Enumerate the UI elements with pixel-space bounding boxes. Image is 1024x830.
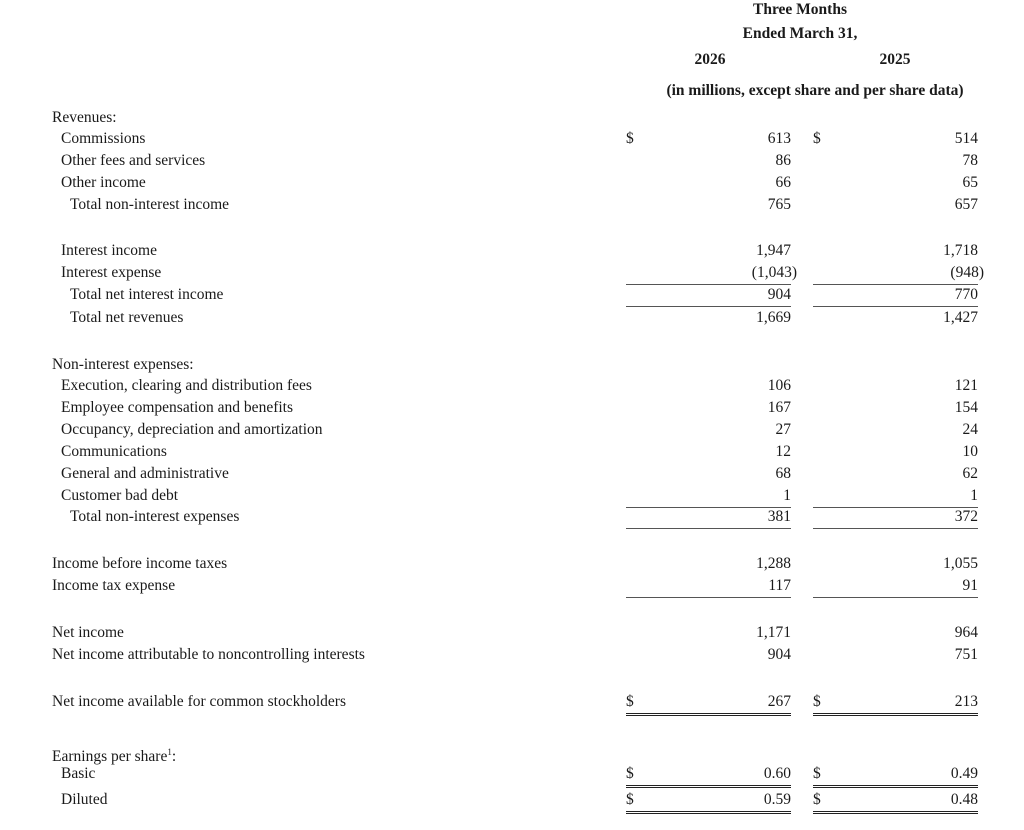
value-2026 — [626, 485, 791, 508]
cell-value: 1,055 — [943, 555, 978, 572]
currency-symbol: $ — [813, 765, 821, 782]
value-2026 — [626, 763, 791, 788]
cell-value: 106 — [767, 377, 791, 394]
value-2025 — [813, 691, 978, 716]
value-2026 — [626, 741, 791, 763]
value-2026 — [626, 375, 791, 397]
cell-value: 66 — [775, 174, 791, 191]
value-2025 — [813, 789, 978, 814]
value-2025 — [813, 284, 978, 307]
cell-value: 91 — [962, 577, 978, 594]
cell-value: 381 — [767, 508, 791, 525]
row-label: General and administrative — [61, 465, 229, 482]
value-2025 — [813, 485, 978, 508]
cell-value: 10 — [962, 443, 978, 460]
value-2025 — [813, 150, 978, 172]
cell-value: (1,043) — [751, 264, 797, 281]
footnote-marker: 1 — [167, 747, 172, 757]
value-2026 — [626, 284, 791, 307]
table-row — [0, 419, 1024, 441]
row-label: Basic — [61, 765, 96, 782]
row-label: Interest expense — [61, 264, 162, 281]
value-2025 — [813, 128, 978, 150]
value-2026 — [626, 397, 791, 419]
value-2026 — [626, 691, 791, 716]
table-row — [0, 375, 1024, 397]
table-row — [0, 194, 1024, 216]
cell-value: 770 — [954, 286, 978, 303]
currency-symbol: $ — [626, 765, 634, 782]
table-row — [0, 128, 1024, 150]
table-row — [0, 763, 1024, 785]
value-2025 — [813, 240, 978, 262]
value-2026 — [626, 419, 791, 441]
value-2026 — [626, 463, 791, 485]
row-label: Other fees and services — [61, 152, 206, 169]
table-row — [0, 307, 1024, 329]
row-label: Net income available for common stockholders — [52, 693, 346, 710]
table-row — [0, 553, 1024, 575]
cell-value: 213 — [954, 693, 978, 710]
cell-value: 267 — [767, 693, 791, 710]
value-2026 — [626, 644, 791, 666]
cell-value: 0.60 — [763, 765, 791, 782]
value-2025 — [813, 441, 978, 463]
value-2026 — [626, 240, 791, 262]
value-2025 — [813, 172, 978, 194]
table-row — [0, 463, 1024, 485]
value-2026 — [626, 307, 791, 329]
table-row — [0, 441, 1024, 463]
table-row — [0, 240, 1024, 262]
cell-value: 1,288 — [756, 555, 791, 572]
row-label: Total non-interest expenses — [70, 508, 240, 525]
row-label: Customer bad debt — [61, 487, 179, 504]
cell-value: 24 — [962, 421, 978, 438]
table-row — [0, 691, 1024, 713]
row-label: Communications — [61, 443, 167, 460]
cell-value: 86 — [775, 152, 791, 169]
cell-value: 904 — [767, 286, 791, 303]
value-2026 — [626, 194, 791, 216]
row-label: Diluted — [61, 791, 108, 808]
cell-value: 65 — [962, 174, 978, 191]
table-row — [0, 284, 1024, 306]
value-2026 — [626, 262, 797, 285]
currency-symbol: $ — [626, 791, 634, 808]
cell-value: 964 — [954, 624, 978, 641]
cell-value: 121 — [954, 377, 978, 394]
currency-symbol: $ — [813, 791, 821, 808]
table-row — [0, 789, 1024, 811]
cell-value: 1,947 — [756, 242, 791, 259]
cell-value: 27 — [775, 421, 791, 438]
header-year-2025: 2025 — [879, 51, 911, 68]
table-row — [0, 150, 1024, 172]
row-label: Income before income taxes — [52, 555, 228, 572]
cell-value: 1,427 — [943, 309, 978, 326]
value-2026 — [626, 150, 791, 172]
cell-value: 1,171 — [756, 624, 791, 641]
row-label: Occupancy, depreciation and amortization — [61, 421, 323, 438]
cell-value: 1 — [783, 487, 791, 504]
header-units: (in millions, except share and per share data) — [666, 82, 964, 99]
value-2025 — [813, 575, 978, 598]
table-row — [0, 262, 1024, 284]
cell-value: 167 — [767, 399, 791, 416]
table-row — [0, 575, 1024, 597]
value-2025 — [813, 107, 978, 129]
value-2025 — [813, 307, 978, 329]
cell-value: 613 — [767, 130, 791, 147]
row-label: Net income — [52, 624, 124, 641]
cell-value: 751 — [954, 646, 978, 663]
value-2025 — [813, 419, 978, 441]
row-label: Interest income — [61, 242, 157, 259]
table-row — [0, 485, 1024, 507]
header-period-line2: Ended March 31, — [742, 25, 858, 42]
row-label: Income tax expense — [52, 577, 176, 594]
row-label: Total non-interest income — [70, 196, 230, 213]
cell-value: 62 — [962, 465, 978, 482]
row-label: Total net revenues — [70, 309, 184, 326]
value-2025 — [813, 644, 978, 666]
currency-symbol: $ — [626, 693, 634, 710]
row-label: Net income attributable to noncontrolling interests — [52, 646, 365, 663]
cell-value: 68 — [775, 465, 791, 482]
row-label: Non-interest expenses: — [52, 356, 194, 373]
value-2026 — [626, 354, 791, 376]
value-2026 — [626, 441, 791, 463]
value-2026 — [626, 575, 791, 598]
value-2025 — [813, 397, 978, 419]
row-label: Other income — [61, 174, 146, 191]
value-2026 — [626, 107, 791, 129]
row-label: Commissions — [61, 130, 146, 147]
table-row — [0, 172, 1024, 194]
value-2025 — [813, 262, 984, 285]
row-label: Total net interest income — [70, 286, 224, 303]
value-2025 — [813, 506, 978, 529]
table-row — [0, 741, 1024, 766]
cell-value: 117 — [768, 577, 791, 594]
table-row — [0, 397, 1024, 419]
value-2026 — [626, 506, 791, 529]
cell-value: (948) — [950, 264, 984, 281]
table-row — [0, 107, 1024, 129]
table-row — [0, 622, 1024, 644]
cell-value: 514 — [954, 130, 978, 147]
cell-value: 0.48 — [950, 791, 978, 808]
table-row — [0, 354, 1024, 376]
value-2025 — [813, 622, 978, 644]
row-label: Earnings per share$^1$: — [52, 747, 177, 766]
currency-symbol: $ — [813, 130, 821, 147]
value-2025 — [813, 741, 978, 763]
value-2025 — [813, 553, 978, 575]
cell-value: 154 — [954, 399, 978, 416]
cell-value: 904 — [767, 646, 791, 663]
cell-value: 657 — [954, 196, 978, 213]
row-label: Employee compensation and benefits — [61, 399, 294, 416]
currency-symbol: $ — [813, 693, 821, 710]
value-2025 — [813, 194, 978, 216]
cell-value: 372 — [954, 508, 978, 525]
row-label: Revenues: — [52, 109, 117, 126]
value-2026 — [626, 553, 791, 575]
value-2026 — [626, 128, 791, 150]
value-2026 — [626, 789, 791, 814]
value-2025 — [813, 463, 978, 485]
value-2025 — [813, 375, 978, 397]
cell-value: 1,669 — [756, 309, 791, 326]
value-2025 — [813, 354, 978, 376]
header-year-2026: 2026 — [694, 51, 726, 68]
header-period-line1: Three Months — [752, 1, 847, 18]
table-row — [0, 506, 1024, 528]
row-label: Execution, clearing and distribution fees — [61, 377, 312, 394]
cell-value: 1 — [970, 487, 978, 504]
value-2026 — [626, 172, 791, 194]
table-row — [0, 644, 1024, 666]
value-2025 — [813, 763, 978, 788]
cell-value: 0.59 — [763, 791, 791, 808]
value-2026 — [626, 622, 791, 644]
cell-value: 78 — [962, 152, 978, 169]
currency-symbol: $ — [626, 130, 634, 147]
cell-value: 765 — [767, 196, 791, 213]
cell-value: 1,718 — [943, 242, 978, 259]
cell-value: 0.49 — [950, 765, 978, 782]
cell-value: 12 — [775, 443, 791, 460]
